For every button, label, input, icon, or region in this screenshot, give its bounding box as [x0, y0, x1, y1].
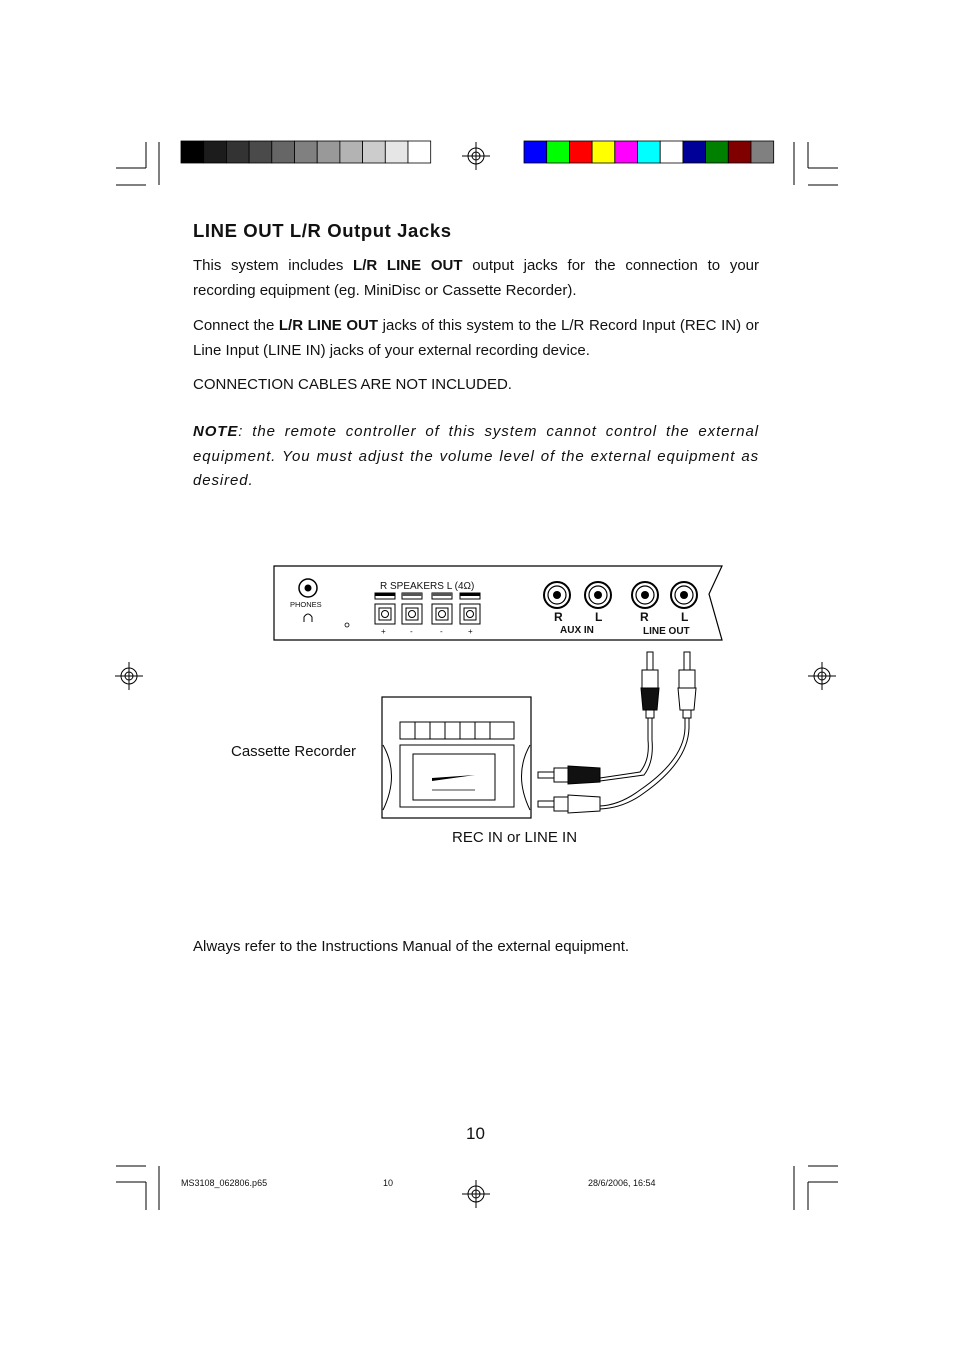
rca-cables — [600, 718, 689, 809]
page-number: 10 — [466, 1124, 485, 1143]
intro-bold-term: L/R LINE OUT — [353, 257, 463, 274]
aux-in-r-jack — [544, 582, 570, 608]
rca-plug-red-top — [641, 652, 659, 718]
connect-bold-term: L/R LINE OUT — [278, 317, 379, 334]
cables-notice: CONNECTION CABLES ARE NOT INCLUDED. — [193, 376, 512, 393]
terminal-sign-4: + — [468, 627, 473, 636]
rca-plug-white-top — [678, 652, 696, 718]
speaker-terminal-1 — [375, 593, 395, 624]
intro-text-end: output jacks for the connection to your recording equipment (eg. MiniDisc or Cassette Recorder). — [193, 257, 760, 299]
line-r-label: R — [640, 610, 649, 624]
note-text: : the remote controller of this system cannot control the external equipment. You must adjust the volume level of the external equipment as desired. — [193, 423, 759, 489]
line-l-label: L — [681, 610, 689, 624]
terminal-sign-3: - — [440, 627, 443, 636]
note-label: NOTE — [193, 423, 239, 440]
rca-plug-white-side — [538, 795, 600, 813]
footer-date: 28/6/2006, 16:54 — [588, 1178, 656, 1188]
connect-text-start: Connect the — [193, 317, 279, 334]
cassette-recorder-label: Cassette Recorder — [231, 743, 357, 760]
phones-label: PHONES — [290, 600, 322, 609]
cassette-recorder — [382, 697, 531, 818]
rca-plug-red-side — [538, 766, 600, 784]
aux-l-label: L — [595, 610, 603, 624]
line-out-label: LINE OUT — [643, 626, 690, 637]
phones-jack — [299, 579, 317, 597]
terminal-sign-2: - — [410, 627, 413, 636]
intro-text-start: This system includes — [193, 257, 354, 274]
footer-page: 10 — [383, 1178, 394, 1188]
aux-in-l-jack — [585, 582, 611, 608]
terminal-sign-1: + — [381, 627, 386, 636]
speaker-terminal-3 — [432, 593, 452, 624]
aux-in-label: AUX IN — [560, 625, 594, 636]
line-out-l-jack — [671, 582, 697, 608]
footer-filename: MS3108_062806.p65 — [181, 1178, 268, 1188]
reference-note: Always refer to the Instructions Manual of the external equipment. — [193, 938, 630, 955]
speaker-terminal-4 — [460, 593, 480, 624]
line-out-r-jack — [632, 582, 658, 608]
speakers-label: R SPEAKERS L (4Ω) — [380, 581, 475, 592]
aux-r-label: R — [554, 610, 563, 624]
connect-text-end: jacks of this system to the L/R Record Input (REC IN) or Line Input (LINE IN) jacks of your external recording device. — [193, 317, 760, 359]
speaker-terminal-2 — [402, 593, 422, 624]
registration-target-bottom — [462, 1180, 490, 1208]
section-heading: LINE OUT L/R Output Jacks — [193, 220, 452, 241]
rec-in-label: REC IN or LINE IN — [452, 829, 578, 846]
